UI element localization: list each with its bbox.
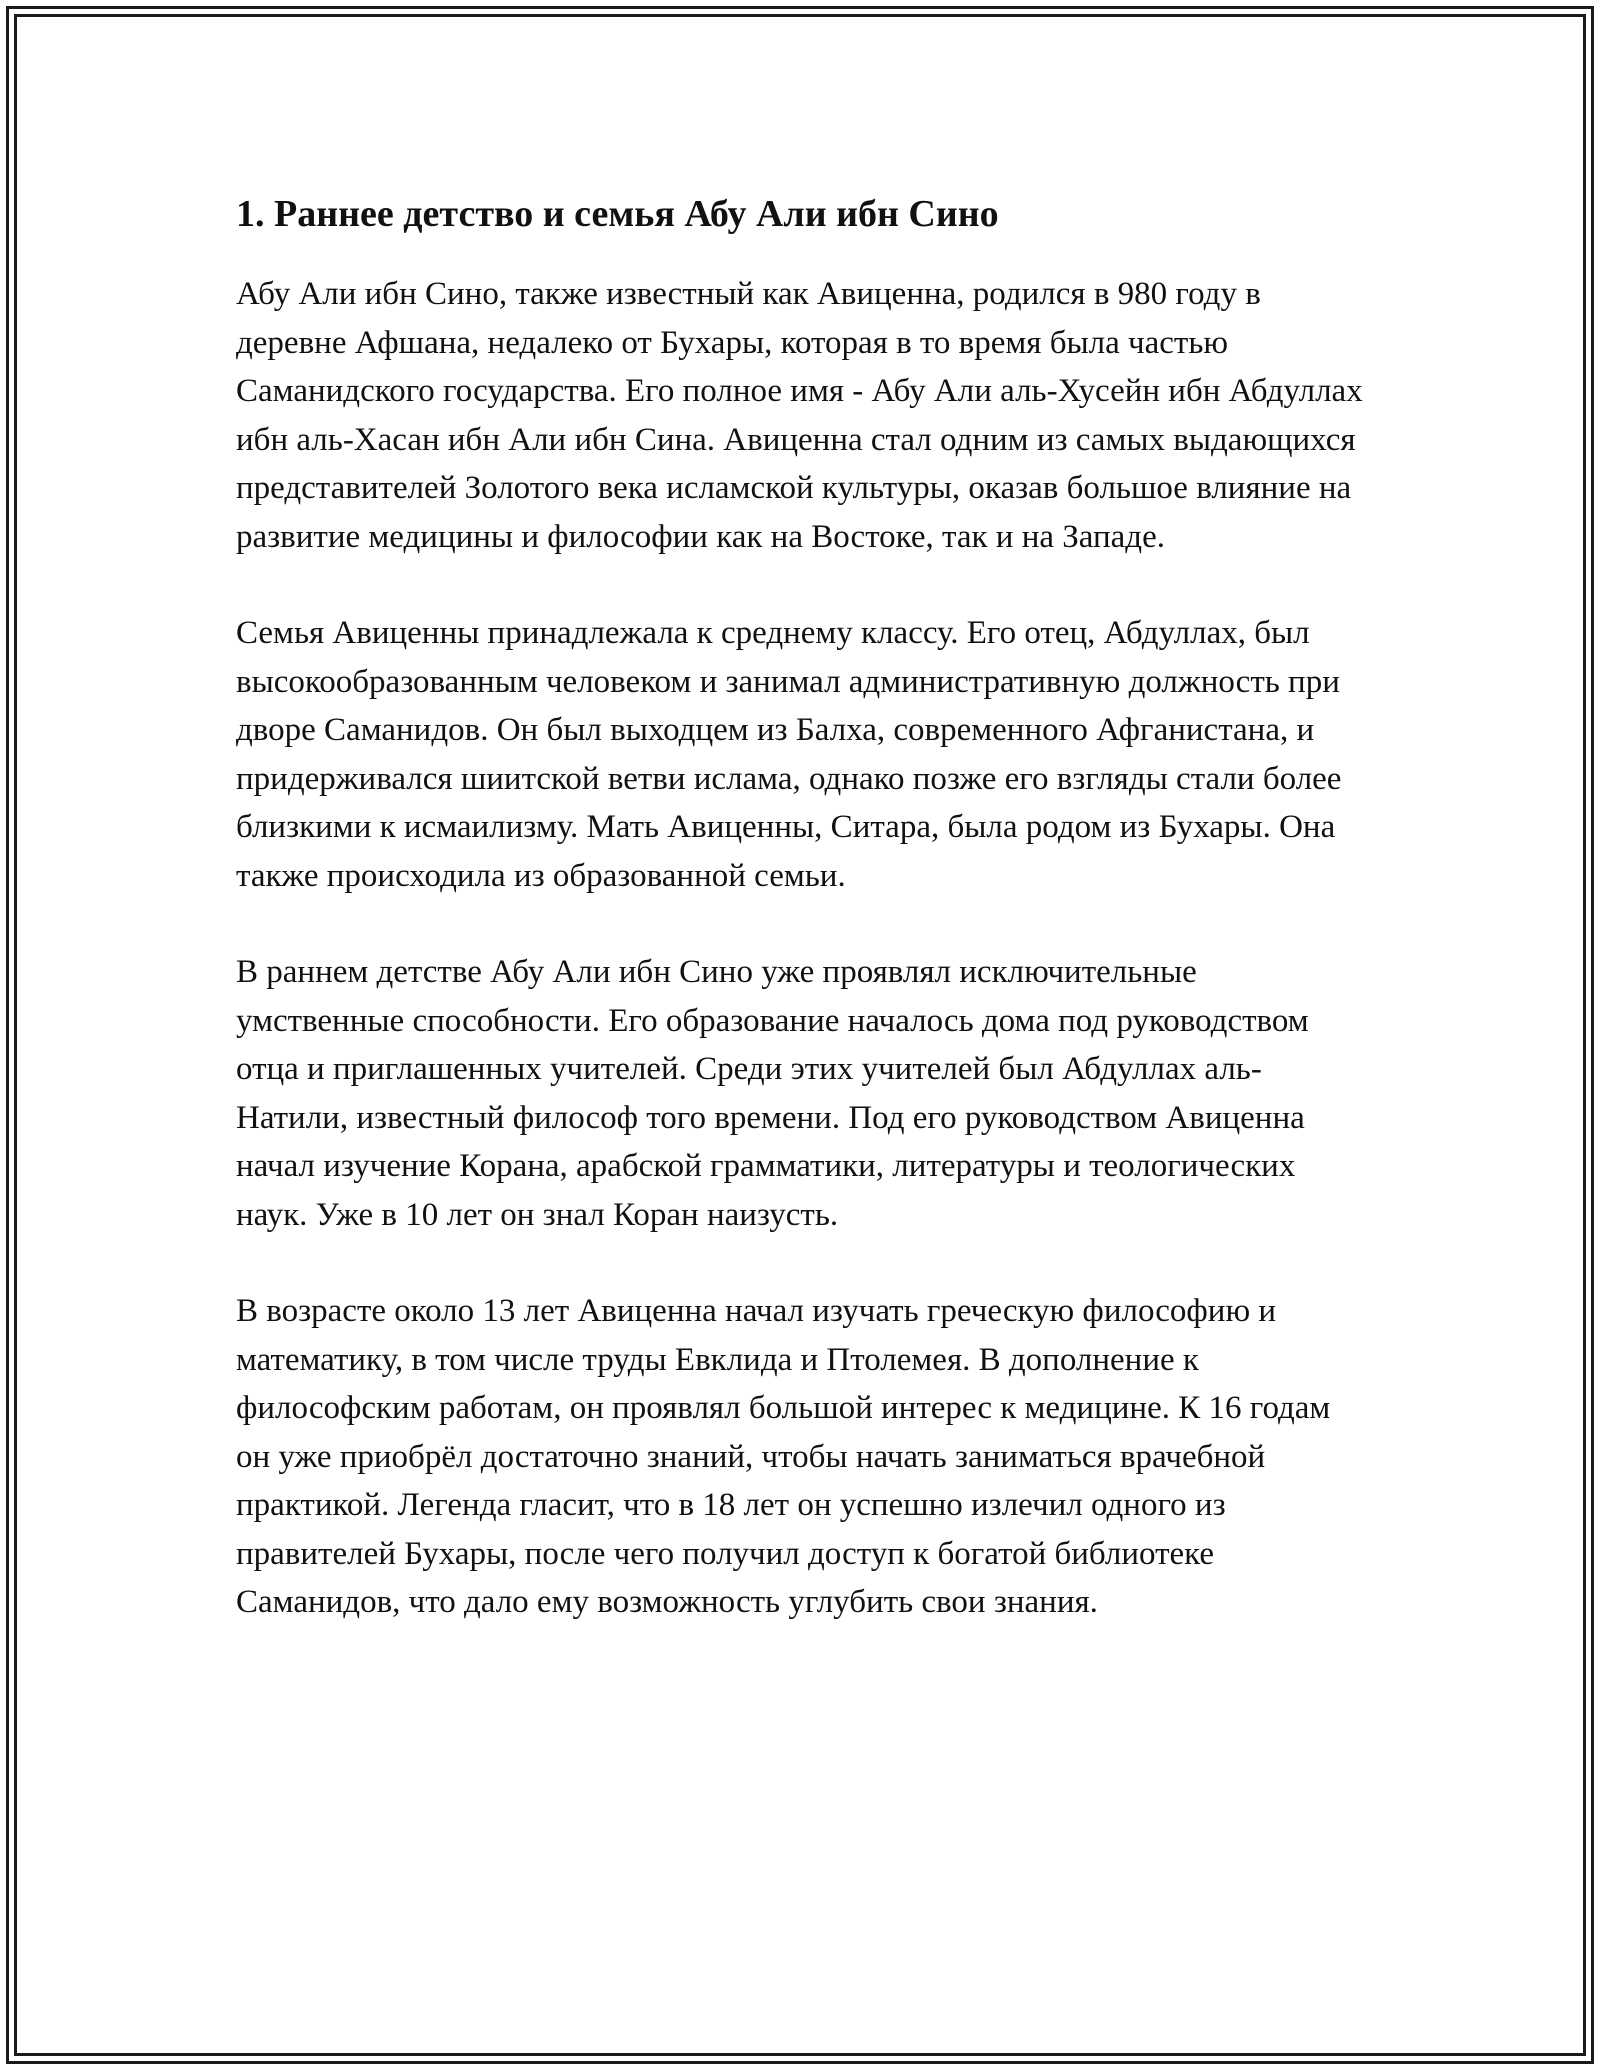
- paragraph-early-education: В раннем детстве Абу Али ибн Сино уже проявлял исключительные умственные способности. Его образование началось дома под руководством отца и приглашенных учителей. Среди этих учителей был Абдуллах аль-Натили, известный философ того времени. Под его руководством Авиценна начал изучение Корана, арабской грамматики, литературы и теологических наук. Уже в 10 лет он знал Коран наизусть.: [236, 954, 1309, 1233]
- section-heading: 1. Раннее детство и семья Абу Али ибн Сино: [236, 193, 999, 235]
- paragraph-family: Семья Авиценны принадлежала к среднему классу. Его отец, Абдуллах, был высокообразованным человеком и занимал административную должность при дворе Саманидов. Он был выходцем из Балха, современного Афганистана, и придерживался шиитской ветви ислама, однако позже его взгляды стали более близкими к исмаилизму. Мать Авиценны, Ситара, была родом из Бухары. Она также происходила из образованной семьи.: [236, 615, 1342, 894]
- paragraph-philosophy-medicine: В возрасте около 13 лет Авиценна начал изучать греческую философию и математику, в том числе труды Евклида и Птолемея. В дополнение к философским работам, он проявлял большой интерес к медицине. К 16 годам он уже приобрёл достаточно знаний, чтобы начать заниматься врачебной практикой. Легенда гласит, что в 18 лет он успешно излечил одного из правителей Бухары, после чего получил доступ к богатой библиотеке Саманидов, что дало ему возможность углубить свои знания.: [236, 1293, 1331, 1620]
- paragraph-birth: Абу Али ибн Сино, также известный как Авиценна, родился в 980 году в деревне Афшана, недалеко от Бухары, которая в то время была частью Саманидского государства. Его полное имя - Абу Али аль-Хусейн ибн Абдуллах ибн аль-Хасан ибн Али ибн Сина. Авиценна стал одним из самых выдающихся представителей Золотого века исламской культуры, оказав большое влияние на развитие медицины и философии как на Востоке, так и на Западе.: [236, 276, 1363, 555]
- document-body: [236, 188, 1371, 1675]
